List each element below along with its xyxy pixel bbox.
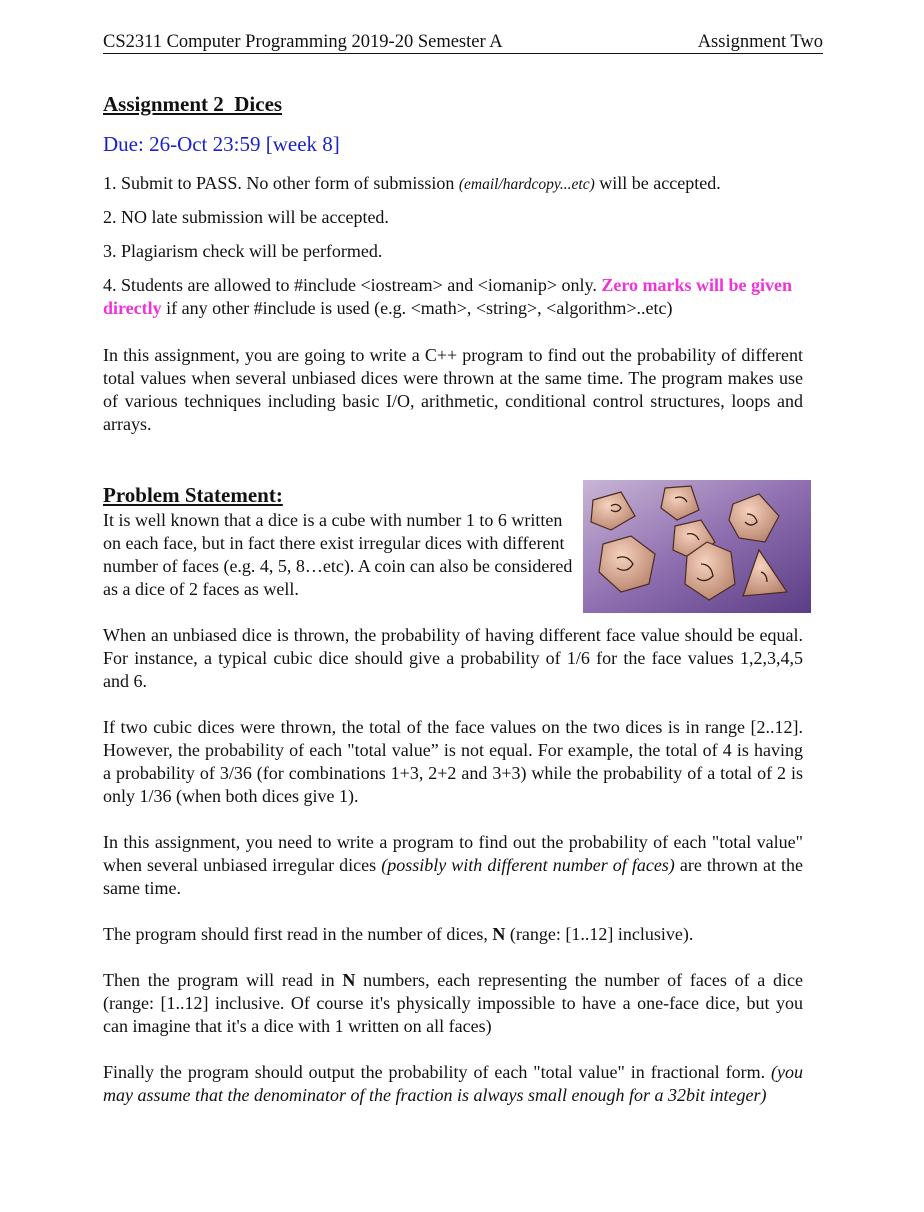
paragraph-two-dices: If two cubic dices were thrown, the total of the face values on the two dices is in range [2..12]. However, the probability of each "total value” is not equal. For example, the total of 4 is having a probability of 3/36 (for combinations 1+3, 2+2 and 3+3) while the probability of a total of 2 is only 1/36 (when both dices give 1). bbox=[103, 717, 803, 806]
paragraph-output: Finally the program should output the probability of each "total value" in fractional form. (you may assume that the denominator of the fraction is always small enough for a 32bit integer) bbox=[103, 1062, 803, 1105]
paragraph-probability-equal: When an unbiased dice is thrown, the probability of having different face value should be equal. For instance, a typical cubic dice should give a probability of 1/6 for the face values 1,2,3,4,5 and 6. bbox=[103, 625, 803, 691]
dice-photo bbox=[583, 480, 811, 613]
paragraph-read-faces: Then the program will read in N numbers, each representing the number of faces of a dice (range: [1..12] inclusive. Of course it's physically impossible to have a one-face dice, but you can imagine that it's a dice with 1 written on all faces) bbox=[103, 970, 803, 1036]
problem-statement-text: It is well known that a dice is a cube with number 1 to 6 written on each face, but in fact there exist irregular dices with different number of faces (e.g. 4, 5, 8…etc). A coin can also be considered as a dice of 2 faces as well. bbox=[103, 510, 573, 599]
assignment-title: Assignment 2 Dices bbox=[103, 92, 283, 116]
problem-statement-heading: Problem Statement: bbox=[103, 483, 283, 507]
intro-paragraph: In this assignment, you are going to write a C++ program to find out the probability of different total values when several unbiased dices were thrown at the same time. The program makes use of various techniques including basic I/O, arithmetic, conditional control structures, loops and arrays. bbox=[103, 345, 803, 434]
rule-4: 4. Students are allowed to #include <iostream> and <iomanip> only. Zero marks will be given directly if any other #include is used (e.g. <math>, <string>, <algorithm>..etc) bbox=[103, 275, 793, 318]
rule-3: 3. Plagiarism check will be performed. bbox=[103, 241, 383, 261]
zero-marks-warning: Zero marks will be given directly bbox=[103, 275, 793, 318]
header-assignment: Assignment Two bbox=[697, 32, 823, 52]
due-date: Due: 26-Oct 23:59 [week 8] bbox=[103, 132, 340, 156]
paragraph-read-n: The program should first read in the number of dices, N (range: [1..12] inclusive). bbox=[103, 924, 694, 944]
paragraph-task: In this assignment, you need to write a program to find out the probability of each "total value" when several unbiased irregular dices (possibly with different number of faces) are thrown at the same time. bbox=[103, 832, 804, 898]
rule-2: 2. NO late submission will be accepted. bbox=[103, 207, 389, 227]
page-header bbox=[103, 31, 823, 54]
rule-1: 1. Submit to PASS. No other form of submission (email/hardcopy...etc) will be accepted. bbox=[103, 173, 721, 193]
header-course: CS2311 Computer Programming 2019-20 Semester A bbox=[103, 32, 503, 52]
